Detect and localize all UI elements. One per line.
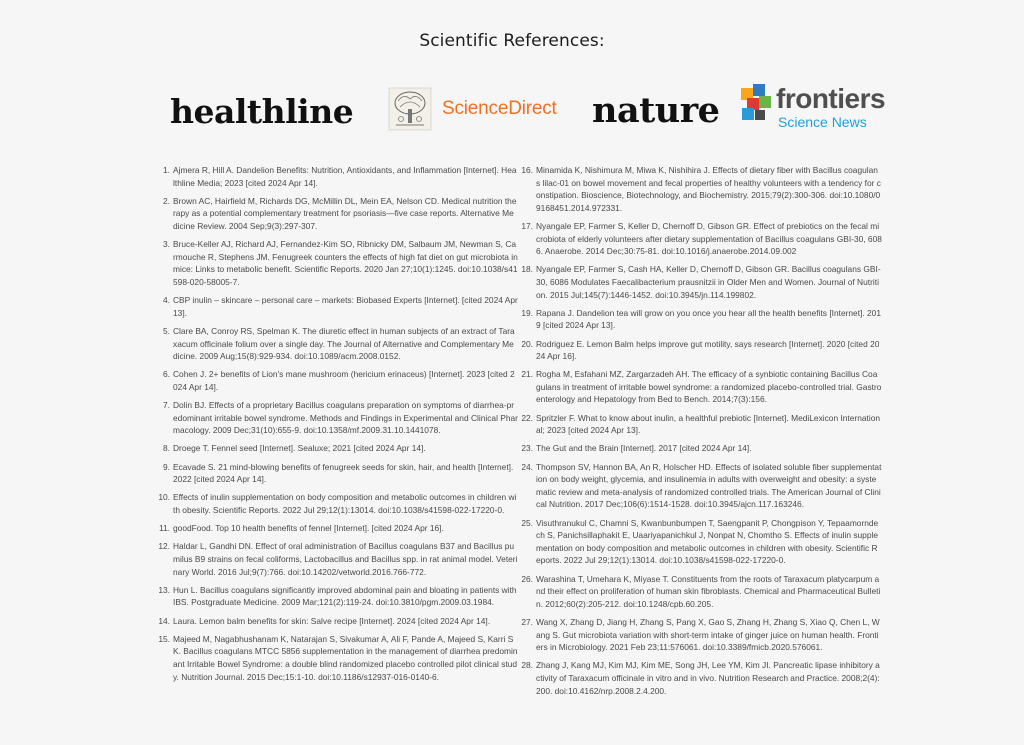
reference-text: Rapana J. Dandelion tea will grow on you once you hear all the health benefits [Internet]. 2019 [cited 2024 Apr 13]. xyxy=(536,307,881,331)
reference-number: 24. xyxy=(521,461,533,472)
frontiers-wordmark: frontiers xyxy=(776,83,886,114)
elsevier-tree-icon xyxy=(388,87,432,131)
reference-item xyxy=(154,522,518,535)
logo-strip xyxy=(160,80,890,140)
reference-text: Hun L. Bacillus coagulans significantly improved abdominal pain and bloating in patients with IBS. Postgraduate Medicine. 2009 Mar;121(2):119-24. doi:10.3810/pgm.2009.03.1984. xyxy=(173,584,517,608)
reference-text: Minamida K, Nishimura M, Miwa K, Nishihira J. Effects of dietary fiber with Bacillus coagulans lilac-01 on bowel movement and fecal properties of healthy volunteers with a tendency for constipation. Bioscience, Biotechnology, and Biochemistry. 2015;79(2):300-306. doi:10.1080/09168451.2014.972331. xyxy=(536,165,881,213)
reference-text: Droege T. Fennel seed [Internet]. Sealuxe; 2021 [cited 2024 Apr 14]. xyxy=(173,443,426,454)
reference-number: 1. xyxy=(163,165,170,175)
reference-text: Wang X, Zhang D, Jiang H, Zhang S, Pang X, Gao S, Zhang H, Zhang S, Xiao Q, Chen L, Wang S. Gut microbiota variation with short-term intake of ginger juice on human health. Frontiers in Microbiology. 2021 Feb 23;11:576061. doi:10.3389/fmicb.2020.576061. xyxy=(536,616,880,653)
reference-number: 13. xyxy=(158,584,170,595)
reference-number: 7. xyxy=(163,400,170,411)
reference-number: 26. xyxy=(521,573,533,584)
reference-text: Effects of inulin supplementation on body composition and metabolic outcomes in children with obesity. Scientific Reports. 2022 Jul 29;12(1):13014. doi:10.1038/s41598-022-17220-0. xyxy=(173,492,517,515)
page-title: Scientific References: xyxy=(419,31,605,51)
reference-item xyxy=(154,399,518,437)
reference-number: 15. xyxy=(158,633,170,644)
frontiers-subtitle: Science News xyxy=(778,114,867,130)
reference-item xyxy=(154,325,518,363)
reference-item xyxy=(154,491,518,516)
reference-number: 14. xyxy=(158,615,170,626)
reference-number: 11. xyxy=(158,523,170,534)
reference-item xyxy=(517,659,882,697)
reference-text: Cohen J. 2+ benefits of Lion's mane mushroom (hericium erinaceus) [Internet]. 2023 [cited 2024 Apr 14]. xyxy=(173,369,515,392)
reference-text: Rodriguez E. Lemon Balm helps improve gut motility, says research [Internet]. 2020 [cited 2024 Apr 16]. xyxy=(536,338,880,362)
reference-number: 23. xyxy=(521,443,533,454)
reference-number: 5. xyxy=(163,325,170,336)
reference-item xyxy=(154,368,518,393)
reference-text: goodFood. Top 10 health benefits of fennel [Internet]. [cited 2024 Apr 16]. xyxy=(173,523,444,534)
reference-text: Thompson SV, Hannon BA, An R, Holscher HD. Effects of isolated soluble fiber supplementation on body weight, glycemia, and insulinemia in adults with overweight and obesity: a systematic review and meta-analysis of randomized controlled trials. The American Journal of Clinical Nutrition. 2017 Dec;106(6):1514-1528. doi:10.3945/ajcn.117.163246. xyxy=(536,461,882,510)
reference-number: 4. xyxy=(163,295,170,306)
reference-item xyxy=(154,633,518,683)
reference-item xyxy=(517,164,882,214)
reference-text: Ajmera R, Hill A. Dandelion Benefits: Nutrition, Antioxidants, and Inflammation [Internet]. Healthline Media; 2023 [cited 2024 Apr 14]. xyxy=(173,165,517,188)
reference-item xyxy=(154,164,518,189)
sciencedirect-logo[interactable] xyxy=(388,86,557,132)
reference-item xyxy=(154,442,518,455)
reference-number: 18. xyxy=(521,264,533,275)
reference-text: Nyangale EP, Farmer S, Cash HA, Keller D, Chernoff D, Gibson GR. Bacillus coagulans GBI-30, 6086 Modulates Faecalibacterium prausnitzii in Older Men and Women. Journal of Nutrition. 2015 Jul;145(7):1446-1452. doi:10.3945/jn.114.199802. xyxy=(536,264,881,300)
sciencedirect-wordmark: ScienceDirect xyxy=(442,98,557,119)
reference-text: Rogha M, Esfahani MZ, Zargarzadeh AH. The efficacy of a synbiotic containing Bacillus Coagulans in treatment of irritable bowel syndrome: a randomized placebo-controlled trial. Gastroenterology and Hepatology from Bed to Bench. 2014;7(3):156. xyxy=(536,369,882,405)
reference-text: Dolin BJ. Effects of a proprietary Bacillus coagulans preparation on symptoms of diarrhea-predominant irritable bowel syndrome. Methods and Findings in Experimental and Clinical Pharmacology. 2009 Dec;31(10):655-9. doi:10.1358/mf.2009.31.10.1441078. xyxy=(173,400,518,436)
reference-text: Zhang J, Kang MJ, Kim MJ, Kim ME, Song JH, Lee YM, Kim JI. Pancreatic lipase inhibitory activity of Taraxacum officinale in vitro and in vivo. Nutrition Research and Practice. 2008;2(4):200. doi:10.4162/nrp.2008.2.4.200. xyxy=(536,660,880,696)
reference-text: The Gut and the Brain [Internet]. 2017 [cited 2024 Apr 14]. xyxy=(536,443,752,454)
reference-text: Ecavade S. 21 mind-blowing benefits of fenugreek seeds for skin, hair, and health [Internet]. 2022 [cited 2024 Apr 14]. xyxy=(173,461,514,485)
reference-item xyxy=(517,461,882,511)
reference-number: 28. xyxy=(521,660,533,671)
reference-text: Majeed M, Nagabhushanam K, Natarajan S, Sivakumar A, Ali F, Pande A, Majeed S, Karri SK. Bacillus coagulans MTCC 5856 supplementation in the management of diarrhea predominant Irritable Bowel Syndrome: a double blind randomized placebo controlled pilot clinical study. Nutrition Journal. 2015 Dec;15:1-10. doi:10.1186/s12937-016-0140-6. xyxy=(173,633,518,682)
nature-logo[interactable]: nature xyxy=(592,90,720,131)
reference-number: 20. xyxy=(521,338,533,349)
reference-item xyxy=(154,238,518,288)
reference-text: Clare BA, Conroy RS, Spelman K. The diuretic effect in human subjects of an extract of Taraxacum officinale folium over a single day. The Journal of Alternative and Complementary Medicine. 2009 Aug;15(8):929-934. doi:10.1089/acm.2008.0152. xyxy=(173,325,515,362)
reference-text: Warashina T, Umehara K, Miyase T. Constituents from the roots of Taraxacum platycarpum and their effect on proliferation of human skin fibroblasts. Chemical and Pharmaceutical Bulletin. 2012;60(2):205-212. doi:10.1248/cpb.60.205. xyxy=(536,573,881,609)
reference-item xyxy=(154,584,518,609)
reference-number: 17. xyxy=(521,220,533,231)
reference-number: 27. xyxy=(521,616,533,627)
reference-item xyxy=(517,263,882,301)
reference-item xyxy=(517,338,882,363)
reference-number: 21. xyxy=(521,369,533,380)
reference-number: 10. xyxy=(158,492,170,503)
reference-item xyxy=(517,616,882,654)
reference-item xyxy=(517,442,882,455)
reference-item xyxy=(154,615,518,628)
reference-item xyxy=(154,195,518,233)
reference-text: Visuthranukul C, Chamni S, Kwanbunbumpen T, Saengpanit P, Chongpison Y, Tepaamorndech S, Panichsillaphakit E, Uaariyapanichkul J, Nonpat N, Chomtho S. Effects of inulin supplementation on body composition and metabolic outcomes in children with obesity. Scientific Reports. 2022 Jul 29;12(1):13014. doi:10.1038/s41598-022-17220-0. xyxy=(536,517,879,566)
reference-item xyxy=(517,307,882,332)
reference-item xyxy=(517,412,882,437)
reference-number: 22. xyxy=(521,412,533,423)
reference-item xyxy=(517,368,882,406)
reference-text: Brown AC, Hairfield M, Richards DG, McMillin DL, Mein EA, Nelson CD. Medical nutrition therapy as a potential complementary treatment for psoriasis—five case reports. Alternative Medicine Review. 2004 Sep;9(3):297-307. xyxy=(173,195,517,231)
frontiers-cube-icon xyxy=(738,84,772,124)
reference-item xyxy=(154,294,518,319)
reference-text: Nyangale EP, Farmer S, Keller D, Chernoff D, Gibson GR. Effect of prebiotics on the fecal microbiota of elderly volunteers after dietary supplementation of Bacillus coagulans GBI-30, 6086. Anaerobe. 2014 Dec;30:75-81. doi:10.1016/j.anaerobe.2014.09.002 xyxy=(536,220,882,257)
reference-item xyxy=(517,573,882,611)
reference-number: 16. xyxy=(521,165,533,175)
reference-number: 12. xyxy=(158,541,170,552)
reference-number: 19. xyxy=(521,307,533,318)
reference-text: Bruce-Keller AJ, Richard AJ, Fernandez-Kim SO, Ribnicky DM, Salbaum JM, Newman S, Carmouche R, Stephens JM. Fenugreek counters the effects of high fat diet on gut microbiota in mice: Links to metabolic benefit. Scientific Reports. 2020 Jan 27;10(1):1245. doi:10.1038/s41598-020-58005-7. xyxy=(173,239,518,287)
reference-text: CBP inulin – skincare – personal care – markets: Biobased Experts [Internet]. [cited 2024 Apr 13]. xyxy=(173,295,518,318)
reference-text: Spritzler F. What to know about inulin, a healthful prebiotic [Internet]. MediLexicon International; 2023 [cited 2024 Apr 13]. xyxy=(536,412,881,436)
reference-item xyxy=(517,517,882,567)
reference-item xyxy=(154,540,518,578)
frontiers-logo[interactable] xyxy=(738,84,885,130)
reference-number: 3. xyxy=(163,239,170,250)
references-left-column xyxy=(154,164,518,689)
references-right-column xyxy=(517,164,882,703)
reference-text: Haldar L, Gandhi DN. Effect of oral administration of Bacillus coagulans B37 and Bacillus pumilus B9 strains on fecal coliforms, Lactobacillus and Bacillus spp. in rat animal model. Veterinary World. 2016 Jul;9(7):766. doi:10.14202/vetworld.2016.766-772. xyxy=(173,541,518,577)
reference-number: 8. xyxy=(163,443,170,454)
reference-number: 2. xyxy=(163,195,170,206)
healthline-logo[interactable]: healthline xyxy=(170,92,354,131)
reference-number: 9. xyxy=(163,461,170,472)
reference-number: 25. xyxy=(521,517,533,528)
reference-text: Laura. Lemon balm benefits for skin: Salve recipe [Internet]. 2024 [cited 2024 Apr 14]. xyxy=(173,615,491,626)
reference-number: 6. xyxy=(163,369,170,380)
reference-item xyxy=(154,461,518,486)
reference-item xyxy=(517,220,882,258)
